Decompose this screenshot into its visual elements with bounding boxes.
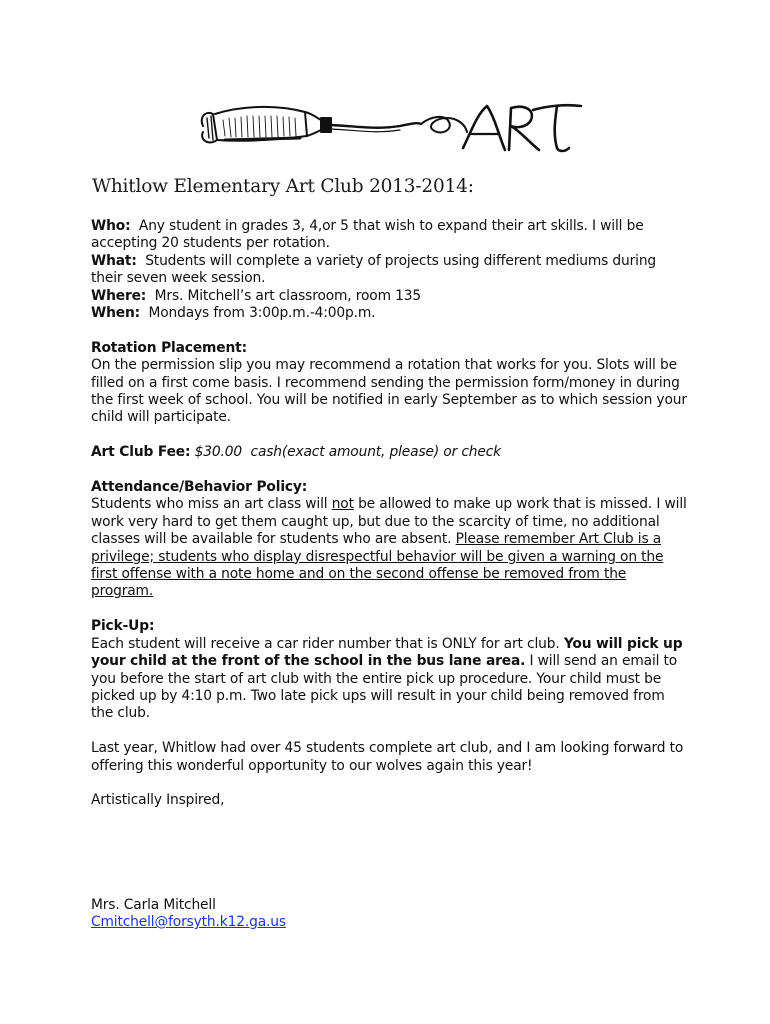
rotation-heading-text: Rotation Placement:	[91, 339, 247, 356]
page-title: Whitlow Elementary Art Club 2013-2014:	[92, 176, 474, 197]
attendance-heading-text: Attendance/Behavior Policy:	[91, 479, 308, 496]
email-link[interactable]: Cmitchell@forsyth.k12.ga.us	[91, 914, 286, 931]
when-line	[91, 305, 691, 322]
who-label: Who:	[91, 218, 131, 234]
pickup-post: I will send an email to you before the start of art club with the entire pick up procedure. Your child must be picked up by 4:10 p.m. Two late pick ups will result in your child being removed from the club.	[91, 653, 678, 722]
pickup-bold: You will pick up your child at the front of the school in the bus lane area.	[91, 635, 683, 670]
art-paint-tube-logo	[195, 96, 585, 164]
email-line	[91, 914, 691, 931]
pickup-heading-text: Pick-Up:	[91, 618, 155, 635]
rotation-text: On the permission slip you may recommend a rotation that works for you. Slots will be filled on a first come basis. I recommend sending the permission form/money in during the first week of school. You will be notified in early September as to which session your child will participate.	[91, 357, 687, 426]
when-text: Mondays from 3:00p.m.-4:00p.m.	[148, 305, 376, 322]
what-line	[91, 253, 691, 288]
signoff: Artistically Inspired,	[91, 792, 225, 809]
attendance-underlined: Please remember Art Club is a privilege; students who display disrespectful behavior will be given a warning on the first offense with a note home and on the second offense be removed from the program.	[91, 531, 664, 600]
fee-amount: $30.00	[194, 444, 243, 461]
where-label: Where:	[91, 287, 147, 304]
signature-name: Mrs. Carla Mitchell	[91, 896, 216, 913]
attendance-not: not	[331, 496, 354, 513]
what-text: Students will complete a variety of projects using different mediums during their seven week session.	[91, 252, 657, 287]
fee-note: cash(exact amount, please) or check	[250, 444, 501, 461]
pickup-pre: Each student will receive a car rider number that is ONLY for art club.	[91, 635, 564, 652]
attendance-mid: be allowed to make up work that is missed. I will work very hard to get them caught up, but due to the scarcity of time, no additional classes will be available for students who are absent.	[91, 496, 687, 548]
where-line	[91, 288, 691, 305]
who-text: Any student in grades 3, 4,or 5 that wish to expand their art skills. I will be accepting 20 students per rotation.	[91, 218, 644, 252]
when-label: When:	[91, 305, 140, 322]
fee-line	[91, 444, 691, 461]
where-text: Mrs. Mitchell’s art classroom, room 135	[154, 287, 421, 304]
rotation-heading	[91, 340, 691, 357]
pickup-heading	[91, 618, 691, 635]
attendance-text	[91, 496, 691, 600]
attendance-pre: Students who miss an art class will	[91, 496, 332, 513]
closing-text: Last year, Whitlow had over 45 students complete art club, and I am looking forward to offering this wonderful opportunity to our wolves again this year!	[91, 740, 684, 774]
attendance-heading	[91, 479, 691, 496]
what-label: What:	[91, 252, 137, 269]
letter-body	[91, 218, 691, 932]
who-line	[91, 218, 691, 253]
fee-label: Art Club Fee:	[91, 444, 191, 461]
pickup-text	[91, 636, 691, 723]
